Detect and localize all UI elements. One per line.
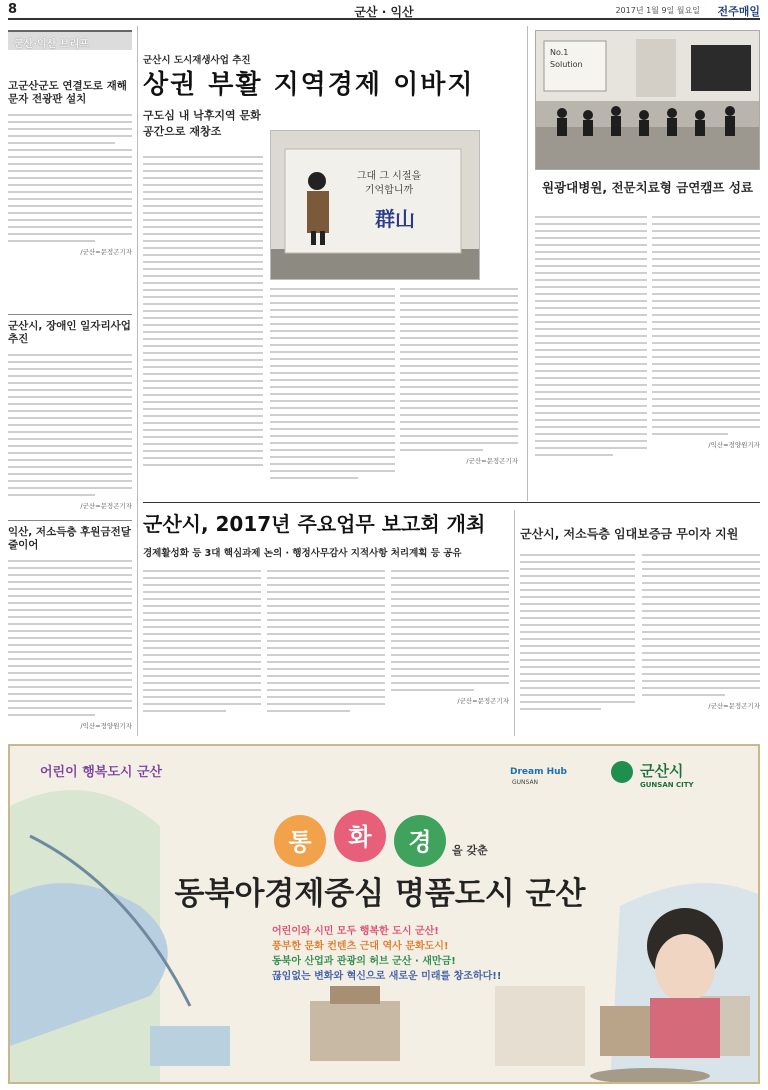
city-logo-icon	[611, 761, 633, 783]
right-article-body	[652, 214, 760, 500]
ad-char: 화	[348, 823, 372, 851]
advertisement	[8, 744, 760, 1084]
article-photo	[270, 130, 480, 280]
ad-with: 을 갖춘	[452, 844, 488, 857]
page-header	[8, 2, 760, 20]
photo-mural-word: 群山	[375, 207, 415, 231]
main-article-body	[270, 286, 395, 500]
left-article-3	[8, 526, 132, 736]
main-article-body	[143, 150, 263, 500]
article-photo	[535, 30, 760, 170]
section-headline: 군산시, 2017년 주요업무 보고회 개최	[143, 512, 486, 536]
section-title: 군산 · 익산	[354, 5, 414, 19]
issue-date: 2017년 1월 9일 월요일	[615, 6, 700, 15]
photo-mural-text: 그대 그 시절을	[356, 171, 422, 182]
ad-slogan: 어린이 행복도시 군산	[40, 765, 163, 780]
photo-mural-text: 기억합니까	[364, 185, 414, 196]
paper-name: 전주매일	[717, 5, 760, 18]
article-byline: /군산=문정곤기자	[457, 697, 509, 705]
article-title: 익산, 저소득층 후원금전달 줄이어	[8, 526, 131, 551]
article-kicker: 군산시 도시재생사업 추진	[143, 55, 251, 66]
ad-city: 군산시	[640, 762, 684, 780]
ad-char: 경	[408, 828, 432, 856]
right-article-body	[535, 214, 647, 500]
brief-label: 군산·익산 브리프	[8, 30, 132, 50]
article-byline: /익산=정양원기자	[80, 722, 132, 730]
article-byline: /군산=문정곤기자	[708, 702, 760, 710]
photo-caption: 원광대병원, 전문치료형 금연캠프 성료	[541, 180, 753, 195]
page-number: 8	[8, 2, 18, 17]
right2-body	[642, 552, 760, 736]
right2-headline: 군산시, 저소득층 임대보증금 무이자 지원	[520, 527, 739, 541]
photo-board-text: No.1	[550, 48, 569, 57]
ad-main-slogan: 동북아경제중심 명품도시 군산	[174, 876, 586, 912]
main-subheadline: 구도심 내 낙후지역 문화공간으로 재창조	[143, 109, 261, 138]
article-byline: /군산=문정곤기자	[80, 502, 132, 510]
article-title: 고군산군도 연결도로 재해문자 전광판 설치	[8, 80, 127, 105]
article-title: 군산시, 장애인 일자리사업 추진	[8, 320, 131, 345]
right2-body	[520, 552, 635, 736]
ad-badge: Dream Hub	[510, 767, 567, 777]
article-byline: /익산=정양원기자	[708, 441, 760, 449]
section-body	[267, 568, 385, 736]
article-byline: /군산=문정곤기자	[466, 457, 518, 465]
main-headline: 상권 부활 지역경제 이바지	[143, 70, 475, 100]
article-byline: /군산=문정곤기자	[80, 248, 132, 256]
section-subheadline: 경제활성화 등 3대 핵심과제 논의 · 행정사무감사 지적사항 처리계획 등 공유	[143, 548, 462, 559]
ad-bullet: 풍부한 문화 컨텐츠 근대 역사 문화도시!	[272, 941, 449, 952]
photo-board-text: Solution	[550, 60, 583, 69]
ad-city-en: GUNSAN CITY	[640, 781, 694, 789]
ad-bullet: 동북아 산업과 관광의 허브 군산 · 새만금!	[272, 956, 456, 967]
main-article-body	[400, 286, 518, 500]
ad-badge: GUNSAN	[512, 779, 539, 786]
ad-char: 통	[288, 828, 312, 856]
section-body	[391, 568, 509, 736]
ad-bullet: 어린이와 시민 모두 행복한 도시 군산!	[272, 926, 439, 937]
left-article-1	[8, 80, 132, 270]
section-body	[143, 568, 261, 736]
ad-bullet: 끊임없는 변화와 혁신으로 새로운 미래를 창조하다!!	[272, 971, 502, 982]
left-article-2	[8, 320, 132, 515]
